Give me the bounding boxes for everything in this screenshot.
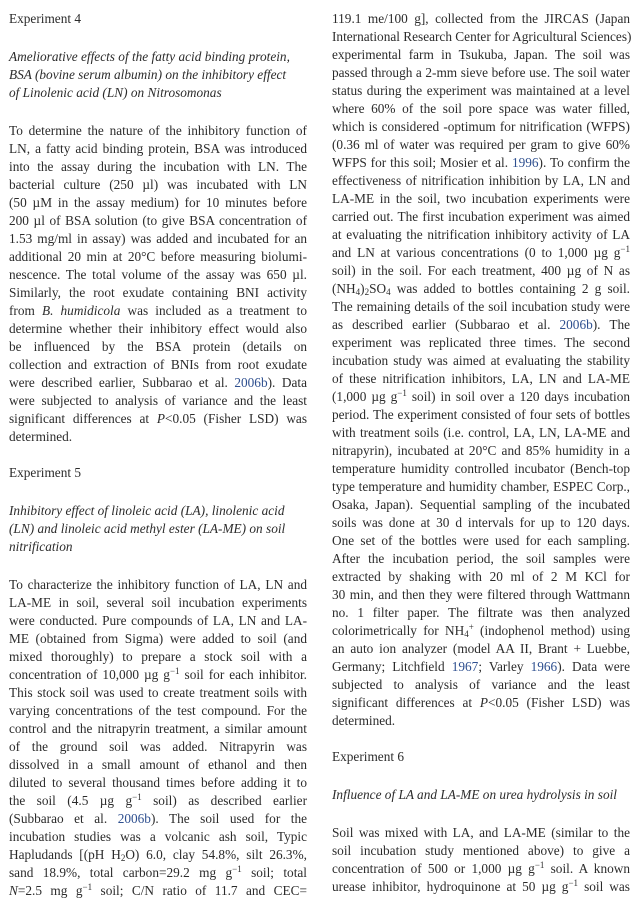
body-line: mixed thoroughly) to prepare a stock soil with a bbox=[9, 649, 307, 664]
exp5-heading: Experiment 5 bbox=[9, 465, 82, 480]
body-line: One set of the bottles were used for each sampling. bbox=[332, 533, 630, 548]
body-line: from B. humidicola was included as a treatment to bbox=[9, 303, 307, 318]
body-line: 1.53 mg/ml in assay) was added and incubated for an bbox=[9, 231, 307, 246]
body-line: with treatment soils (i.e. control, LA, LN, LA-ME and bbox=[332, 425, 630, 440]
body-line: Germany; Litchfield 1967; Varley 1966). Data were bbox=[332, 659, 630, 674]
body-line: determined. bbox=[9, 429, 73, 444]
body-line: (Subbarao et al. 2006b). The soil used for the bbox=[9, 811, 308, 826]
body-line: control and the nitrapyrin treatment, a similar amount bbox=[9, 721, 307, 736]
body-line: soil incubation study mentioned above) to give a bbox=[332, 843, 630, 858]
body-line: WFPS for this soil; Mosier et al. 1996). To confirm the bbox=[332, 155, 630, 170]
body-line: LA-ME in the soil, two incubation experiments were bbox=[332, 191, 630, 206]
exp5-title-line: (LN) and linoleic acid methyl ester (LA-ME) on soil bbox=[9, 521, 286, 536]
body-line: subjected to analysis of variance and the least bbox=[332, 677, 630, 692]
body-line: no. 1 filter paper. The filtrate was then analyzed bbox=[332, 605, 630, 620]
exp6-title: Influence of LA and LA-ME on urea hydrolysis in soil bbox=[332, 787, 617, 802]
body-line: the soil (4.5 µg $g^{-1}$ soil) as described earlier bbox=[9, 792, 307, 808]
body-line: $(NH_4)_2SO_4$ was added to bottles containing 2 g soil. bbox=[332, 281, 630, 297]
body-line: (50 µM in the assay medium) for 10 minutes before bbox=[9, 195, 307, 210]
body-line: temperature humidity controlled incubator (Bench-top bbox=[332, 461, 630, 476]
body-line: incubation study was aimed at evaluating the stability bbox=[332, 353, 630, 368]
body-line: significant differences at P<0.05 (Fisher LSD) was bbox=[332, 695, 630, 710]
body-line: determined. bbox=[332, 713, 396, 728]
body-line: experimental farm in Tsukuba, Japan. The soil was bbox=[332, 47, 630, 62]
body-line: additional 20 min at 20°C before measuring biolumi- bbox=[9, 249, 307, 264]
body-line: passed through a 2-mm sieve before use. The soil water bbox=[332, 65, 630, 80]
body-line: International Research Center for Agricultural Sciences) bbox=[332, 29, 632, 44]
body-line: incubation studies was a volcanic ash soil, Typic bbox=[9, 829, 307, 844]
body-line: experiment was replicated three times. The second bbox=[332, 335, 630, 350]
body-line: After the incubation period, the soil samples were bbox=[332, 551, 630, 566]
exp5-title-line: nitrification bbox=[9, 539, 73, 554]
body-line: Hapludands [(pH $H_2O$) 6.0, clay 54.8%, silt 26.3%, bbox=[9, 847, 307, 863]
body-line: determine whether their inhibitory effect would also bbox=[9, 321, 307, 336]
body-line: were subjected to analysis of variance and the least bbox=[9, 393, 307, 408]
body-line: Similarly, the root exudate containing BNI activity bbox=[9, 285, 307, 300]
exp4-title-line: of Linolenic acid (LN) on Nitrosomonas bbox=[9, 85, 222, 100]
body-line: of the ground soil was added. Nitrapyrin was bbox=[9, 739, 307, 754]
body-line: extracted by shaking with 20 ml of 2 M KCl for bbox=[332, 569, 630, 584]
body-line: soils was done at 30 d intervals for up to 120 days. bbox=[332, 515, 630, 530]
exp5-title-line: Inhibitory effect of linoleic acid (LA), linolenic acid bbox=[9, 503, 285, 518]
body-line: To characterize the inhibitory function of LA, LN and bbox=[9, 577, 307, 592]
body-line: type temperature and humidity chamber, ESPEC Corp., bbox=[332, 479, 630, 494]
body-line: dissolved in a small amount of ethanol and then bbox=[9, 757, 307, 772]
body-line: N=2.5 mg $g^{-1}$ soil; C/N ratio of 11.7 and CEC= bbox=[9, 882, 307, 898]
body-line: concentration of 500 or 1,000 µg $g^{-1}$ soil. A known bbox=[332, 860, 630, 876]
exp4-heading: Experiment 4 bbox=[9, 11, 82, 26]
body-line: of these nitrification inhibitors, LA, LN and LA-ME bbox=[332, 371, 630, 386]
body-line: which is considered -optimum for nitrification (WFPS) bbox=[332, 119, 630, 134]
body-line: at evaluating the nitrification inhibitory activity of LA bbox=[332, 227, 630, 242]
body-line: were described earlier, Subbarao et al. 2006b). Data bbox=[9, 375, 307, 390]
body-line: To determine the nature of the inhibitory function of bbox=[9, 123, 307, 138]
body-line: 200 µl of BSA solution (to give BSA concentration of bbox=[9, 213, 307, 228]
body-line: collection and extraction of BNIs from root exudate bbox=[9, 357, 307, 372]
body-line: 30 min, and then they were filtered through Wattmann bbox=[332, 587, 630, 602]
body-line: This stock soil was used to create treatment soils with bbox=[9, 685, 307, 700]
body-line: The remaining details of the soil incubation study were bbox=[332, 299, 630, 314]
body-line: into the assay during the incubation with LN. The bbox=[9, 159, 307, 174]
body-line: LA-ME in soil, several soil incubation experiments bbox=[9, 595, 307, 610]
body-line: varying concentrations of the test compound. For the bbox=[9, 703, 307, 718]
body-line: and LN at various concentrations (0 to 1,000 µg $g^{-1}$ bbox=[332, 244, 630, 260]
body-line: urease inhibitor, hydroquinone at 50 µg $g^{-1}$ soil was bbox=[332, 878, 630, 894]
body-line: colorimetrically for $NH_4^+$ (indophenol method) using bbox=[332, 622, 630, 639]
body-line: (0.36 ml of water was required per gram to give 60% bbox=[332, 137, 630, 152]
exp6-heading: Experiment 6 bbox=[332, 749, 405, 764]
body-line: be influenced by the BSA protein (details on bbox=[9, 339, 307, 354]
body-line: bacterial culture (250 µl) was incubated with LN bbox=[9, 177, 307, 192]
body-line: nitrapyrin), incubated at 20°C and 85% humidity in a bbox=[332, 443, 630, 458]
exp4-title-line: BSA (bovine serum albumin) on the inhibitory effect bbox=[9, 67, 287, 82]
body-line: as described earlier (Subbarao et al. 2006b). The bbox=[332, 317, 630, 332]
body-line: significant differences at P<0.05 (Fisher LSD) was bbox=[9, 411, 307, 426]
body-line: concentration of 10,000 µg $g^{-1}$ soil for each inhibitor. bbox=[9, 666, 307, 682]
body-line: period. The experiment consisted of four sets of bottles bbox=[332, 407, 630, 422]
body-line: sand 18.9%, total carbon=29.2 mg $g^{-1}$ soil; total bbox=[9, 864, 307, 880]
body-line: were conducted. Pure compounds of LA, LN and LA- bbox=[9, 613, 307, 628]
exp4-title-line: Ameliorative effects of the fatty acid binding protein, bbox=[9, 49, 290, 64]
body-line: Osaka, Japan). Sequential sampling of the incubated bbox=[332, 497, 630, 512]
body-line: 119.1 me/100 g], collected from the JIRCAS (Japan bbox=[332, 11, 630, 26]
body-line: ME (obtained from Sigma) were added to soil (and bbox=[9, 631, 307, 646]
body-line: nescence. The total volume of the assay was 650 µl. bbox=[9, 267, 307, 282]
body-line: Soil was mixed with LA, and LA-ME (similar to the bbox=[332, 825, 630, 840]
body-line: soil) in the soil. For each treatment, 400 µg of N as bbox=[332, 263, 630, 278]
body-line: an auto ion analyzer (model AA II, Brant + Luebbe, bbox=[332, 641, 630, 656]
body-line: (1,000 µg $g^{-1}$ soil) in soil over a 120 days incubation bbox=[332, 388, 631, 404]
body-line: status during the experiment was maintained at a level bbox=[332, 83, 630, 98]
body-line: LN, a fatty acid binding protein, BSA was introduced bbox=[9, 141, 307, 156]
body-line: effectiveness of nitrification inhibition by LA, LN and bbox=[332, 173, 630, 188]
body-line: where 60% of the soil pore space was water filled, bbox=[332, 101, 630, 116]
body-line: carried out. The first incubation experiment was aimed bbox=[332, 209, 630, 224]
body-line: diluted to several thousand times before adding it to bbox=[9, 775, 307, 790]
